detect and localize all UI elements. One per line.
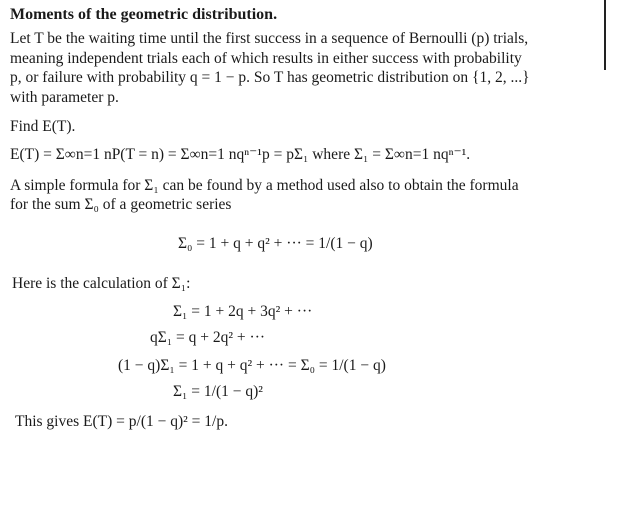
intro-line-4: with parameter p.: [10, 89, 119, 106]
calculation-row-4: Σ₁ = 1/(1 − q)²: [173, 383, 263, 400]
sigma0-equation: Σ₀ = 1 + q + q² + ··· = 1/(1 − q): [178, 235, 373, 252]
calculation-row-3: (1 − q)Σ₁ = 1 + q + q² + ··· = Σ₀ = 1/(1 − q): [118, 357, 386, 374]
section-title: Moments of the geometric distribution.: [10, 6, 278, 23]
intro-line-1: Let T be the waiting time until the first success in a sequence of Bernoulli (p) trials,: [10, 30, 529, 47]
simple-formula-line-1: A simple formula for Σ₁ can be found by a method used also to obtain the formula: [10, 177, 519, 194]
conclusion: This gives E(T) = p/(1 − q)² = 1/p.: [15, 413, 228, 430]
expectation-equation: E(T) = Σ∞n=1 nP(T = n) = Σ∞n=1 nqⁿ⁻¹p = pΣ₁ where Σ₁ = Σ∞n=1 nqⁿ⁻¹.: [10, 146, 471, 163]
calculation-intro: Here is the calculation of Σ₁:: [12, 275, 191, 292]
intro-line-3: p, or failure with probability q = 1 − p. So T has geometric distribution on {1, 2, ...}: [10, 69, 530, 86]
intro-line-2: meaning independent trials each of which results in either success with probability: [10, 50, 522, 67]
find-prompt: Find E(T).: [10, 118, 76, 135]
calculation-row-2: qΣ₁ = q + 2q² + ···: [150, 329, 266, 346]
calculation-row-1: Σ₁ = 1 + 2q + 3q² + ···: [173, 303, 313, 320]
simple-formula-line-2: for the sum Σ₀ of a geometric series: [10, 196, 232, 213]
page-edge-line: [604, 0, 606, 70]
